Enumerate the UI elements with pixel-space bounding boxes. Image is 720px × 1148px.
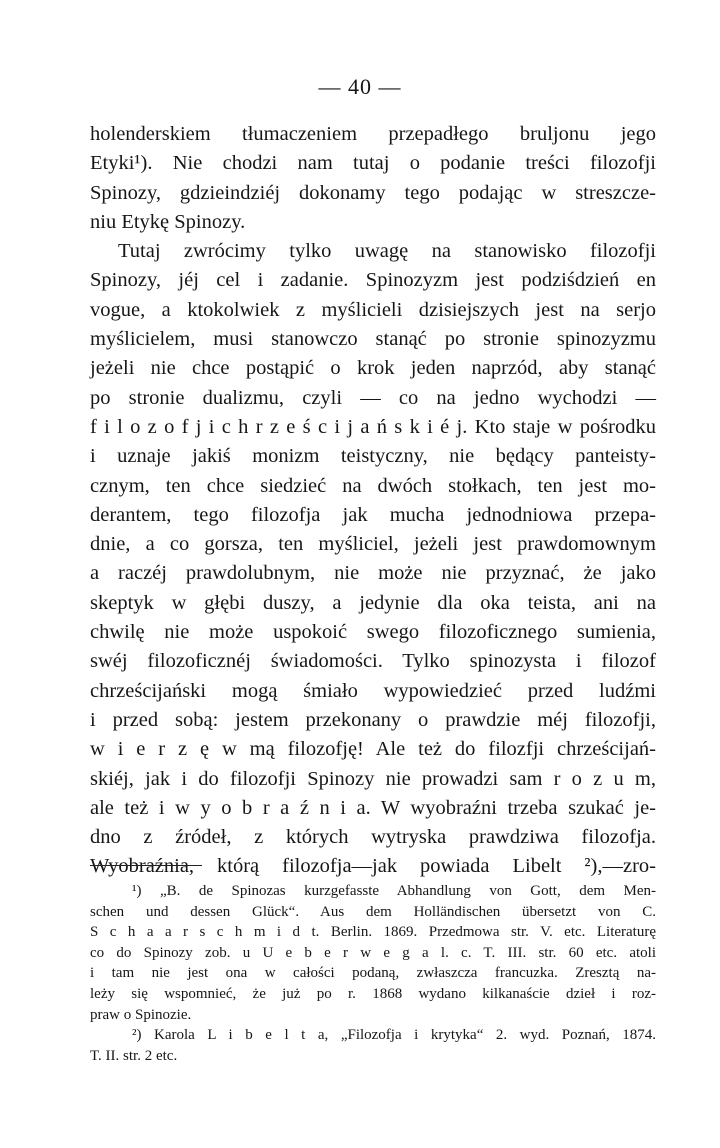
text-line: Spinozy, jéj cel i zadanie. Spinozyzm jest podziśdzień en [90, 269, 656, 292]
footnote-line: co do Spinozy zob. u U e b e r w e g a l. c. T. III. str. 60 etc. atoli [90, 944, 656, 961]
footnote-line: leży się wspomnieć, że już po r. 1868 wydano kilkanaście dzieł i roz- [90, 985, 656, 1002]
footnotes [90, 881, 656, 1066]
text-line: niu Etykę Spinozy. [90, 210, 246, 233]
text-line: derantem, tego filozofja jak mucha jednodniowa przepa- [90, 503, 656, 526]
text-line: chrześcijański mogą śmiało wypowiedzieć przed ludźmi [90, 679, 656, 702]
page-number: — 40 — [318, 74, 402, 99]
text-line: holenderskiem tłumaczeniem przepadłego bruljonu jego [90, 123, 656, 145]
text-line: Spinozy, gdzieindziéj dokonamy tego podając w streszcze- [90, 181, 656, 204]
footnote-divider [90, 865, 202, 866]
text-line: ale też i w y o b r a ź n i a. W wyobraźni trzeba szukać je- [90, 796, 656, 819]
text-line: jeżeli nie chce postąpić o krok jeden naprzód, aby stanąć [90, 357, 656, 380]
text-line: Wyobraźnia, którą filozofja—jak powiada Libelt ²),—zro- [90, 855, 656, 878]
text-line: skeptyk w głębi duszy, a jedynie dla oka teista, ani na [90, 591, 656, 614]
text-line: chwilę nie może uspokoić swego filozoficznego sumienia, [90, 621, 656, 644]
main-text [90, 120, 656, 882]
footnote-line: i tam nie jest ona w całości podaną, zwłaszcza francuzka. Zresztą na- [90, 965, 656, 982]
text-line: w i e r z ę w mą filozofję! Ale też do filozfji chrześcijań- [90, 738, 656, 761]
text-line: i uznaje jakiś monizm teistyczny, nie będący panteisty- [90, 445, 656, 468]
footnote-line: praw o Spinozie. [90, 1006, 192, 1023]
text-line: a raczéj prawdolubnym, nie może nie przyznać, że jako [90, 562, 656, 585]
text-line: vogue, a ktokolwiek z myślicieli dzisiejszych jest na serjo [90, 298, 656, 321]
text-line: dnie, a co gorsza, ten myśliciel, jeżeli jest prawdomownym [90, 533, 656, 556]
text-line: cznym, ten chce siedzieć na dwóch stołkach, ten jest mo- [90, 474, 656, 497]
text-line: swéj filozoficznéj świadomości. Tylko spinozysta i filozof [90, 650, 656, 673]
text-line: po stronie dualizmu, czyli — co na jedno wychodzi — [90, 386, 656, 409]
footnote-line: ¹) „B. de Spinozas kurzgefasste Abhandlung von Gott, dem Men- [132, 883, 656, 899]
footnote-line: ²) Karola L i b e l t a, „Filozofja i krytyka“ 2. wyd. Poznań, 1874. [132, 1027, 656, 1044]
footnote-line: schen und dessen Glück“. Aus dem Holländischen übersetzt von C. [90, 903, 656, 920]
text-line: myślicielem, musi stanowczo stanąć po stronie spinozyzmu [90, 328, 656, 351]
text-line: i przed sobą: jestem przekonany o prawdzie méj filozofji, [90, 708, 656, 731]
footnote-line: S c h a a r s c h m i d t. Berlin. 1869. Przedmowa str. V. etc. Literaturę [90, 924, 656, 941]
text-line: f i l o z o f j i c h r z e ś c i j a ń s k i é j. Kto staje w pośrodku [90, 415, 656, 438]
text-line: Etyki¹). Nie chodzi nam tutaj o podanie treści filozofji [90, 152, 656, 175]
text-line: dno z źródeł, z których wytryska prawdziwa filozofja. [90, 826, 656, 849]
footnote-line: T. II. str. 2 etc. [90, 1047, 178, 1064]
text-line: skiéj, jak i do filozofji Spinozy nie prowadzi sam r o z u m, [90, 767, 656, 790]
text-line: Tutaj zwrócimy tylko uwagę na stanowisko filozofji [118, 240, 656, 263]
